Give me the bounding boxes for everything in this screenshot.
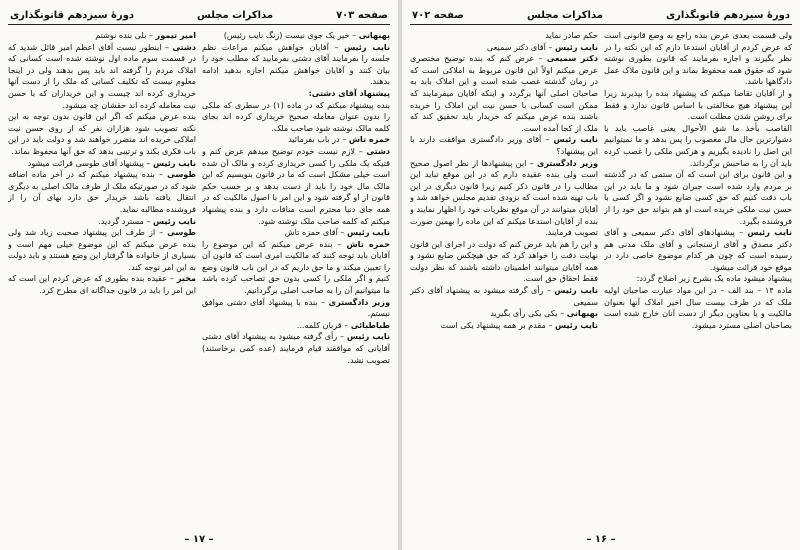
transcript-paragraph: [410, 158, 598, 239]
transcript-paragraph: [8, 273, 196, 296]
left-page: [0, 0, 398, 550]
speech-text: و این قانون برای این است که آن ستمی که در گذشته بر مردم وارد شده است جبران شود و ما باید در این باب دقت کنیم که حق کسی ضایع نشود و اگر کسی با حسن نیت ملکی خریده است او هم بتواند حق خود را از فروشنده بگیرد.: [604, 169, 792, 226]
speech-text: – بنده با پیشنهاد آقای دشتی موافق نیستم.: [202, 296, 390, 319]
transcript-paragraph: [604, 285, 792, 331]
transcript-paragraph: [8, 111, 196, 157]
transcript-paragraph: [410, 239, 598, 285]
transcript-paragraph: [202, 100, 390, 135]
transcript-paragraph: [202, 239, 390, 297]
speaker-name: وزیر دادگستری: [328, 296, 390, 307]
speaker-name: دشتی: [366, 145, 390, 156]
right-page-columns: [410, 30, 792, 518]
speech-text: القاصب بأخذ ما شق الأحوال یعنی غاصب باید با دشوارترین حال مال مغصوب را پس بدهد و ما نمیتوانیم این اصل را نادیده بگیریم و هرکس ملکی را غصب کرده باید آن را به صاحبش برگرداند.: [604, 122, 792, 168]
speech-text: – از طرف این پیشنهاد صحبت زیاد شد ولی بنده عرض میکنم که این موضوع خیلی مهم است و بسیاری از خانواده ها گرفتار این وضع هستند و باید دولت به این امر توجه کند.: [8, 227, 196, 272]
speaker-name: طوسی: [167, 227, 196, 238]
speech-text: – یکی یکی رأی بگیرید: [490, 308, 565, 319]
transcript-paragraph: [410, 53, 598, 134]
speech-text: – پیشنهادهای آقای دکتر سمیعی و آقای دکتر مصدق و آقای ارسنجانی و آقای ملک مدنی هم رسیده است که چون هر کدام موضوع خاصی دارد در موقع خود قرائت میشود.: [604, 227, 792, 272]
speech-text: – پیشنهاد آقای طوسی قرائت میشود: [27, 157, 151, 168]
transcript-paragraph: [202, 227, 390, 239]
speaker-name: نایب رئیس: [347, 227, 390, 238]
speaker-name: دکتر سمیعی: [546, 53, 598, 64]
speech-text: – مسترد گردید.: [98, 215, 151, 226]
speaker-name: نایب رئیس: [747, 227, 792, 238]
speech-text: – رأی گرفته میشود به پیشنهاد آقای دکتر سمیعی: [410, 285, 598, 307]
speaker-name: مخبر: [176, 273, 196, 284]
transcript-paragraph: [202, 331, 390, 366]
speaker-name: نایب رئیس: [153, 157, 196, 168]
speech-text: – عرض کنم که بنده توضیح مختصری عرض میکنم اولاً این قانون مربوط به املاکی است که در زمان گذشته غصب شده است و این املاک باید به صاحبان اصلی آنها برگردد و اینکه آقایان میفرمایند که ممکن است کسانی با حسن نیت این املاک را خریده باشند بنده عرض میکنم که خریدار باید تحقیق کند که ملک از کجا آمده است.: [410, 53, 598, 133]
speech-text: پیشنهاد میشود ماده یک بشرح زیر اصلاح گردد:: [636, 273, 792, 284]
transcript-paragraph: [604, 123, 792, 169]
right-page-number-label: صفحه ۷۰۲: [412, 9, 464, 21]
speaker-name: نایب رئیس: [554, 285, 598, 296]
speaker-name: نایب رئیس: [553, 134, 598, 145]
speaker-name: بهبهانی: [566, 308, 598, 319]
transcript-paragraph: [410, 134, 598, 157]
left-page-footer-number: – ۱۷ –: [184, 534, 214, 545]
transcript-paragraph: [604, 227, 792, 273]
transcript-paragraph: [8, 216, 196, 228]
speech-text: – قربان کلمه...: [296, 319, 349, 330]
speaker-name: نایب رئیس: [344, 41, 390, 52]
transcript-paragraph: [202, 30, 390, 42]
transcript-paragraph: [8, 42, 196, 112]
speaker-name: نایب رئیس: [346, 331, 390, 342]
right-page-right-column: [604, 30, 792, 518]
speech-text: ولی قسمت بعدی عرض بنده راجع به وضع قانونی است که عرض کردم از آقایان استدعا دارم که این نکته را در نظر بگیرند و اجازه بفرمایند که قانون بطوری نوشته شود که حقوق همه محفوظ بماند و این قانون ملاک عمل دادگاهها باشد.: [604, 30, 792, 87]
right-page-footer-number: – ۱۶ –: [586, 534, 616, 545]
transcript-paragraph: [202, 42, 390, 88]
speech-text: – در باب بفرمائید: [288, 134, 347, 145]
left-page-header: [8, 6, 390, 25]
speaker-name: بهبهانی: [358, 30, 390, 40]
speech-text: – خیر یک جوی نیست (زنگ نایب رئیس): [223, 30, 357, 40]
transcript-paragraph: [8, 169, 196, 215]
speech-text: بنده عرض میکنم که اگر این قانون بدون توجه به این نکته تصویب شود هزاران نفر که از روی حسن نیت املاکی خریده اند متضرر خواهند شد و دولت باید در این باب فکری بکند و ترتیبی بدهد که حق آنها محفوظ بماند.: [8, 111, 196, 156]
speech-text: بنده پیشنهاد میکنم که در ماده (۱) در سطری که ملکی را بدون عنوان معامله صحیح خریداری کرده اند بجای کلمه مالک نوشته شود صاحب ملک.: [202, 99, 390, 133]
speaker-name: طباطبائی: [350, 319, 390, 330]
transcript-paragraph: [604, 169, 792, 227]
transcript-paragraph: [604, 273, 792, 285]
transcript-paragraph: [410, 320, 598, 332]
speech-text: حکم صادر نماید: [545, 30, 598, 40]
transcript-paragraph: [202, 297, 390, 320]
left-page-right-column: [202, 30, 390, 518]
right-header-title: مذاکرات مجلس: [526, 9, 603, 21]
transcript-paragraph: [202, 146, 390, 227]
speech-text: – این پیشنهادها از نظر اصول صحیح است ولی بنده عقیده دارم که در این موقع نباید این مطالب را در قانون ذکر کنیم زیرا قانون دیگری در این باب تهیه شده است که بزودی تقدیم مجلس خواهد شد و آقایان میتوانند در آن موقع نظریات خود را اظهار نمایند و بنده از آقایان استدعا میکنم که این ماده را بهمین صورت تصویب فرمایند.: [410, 157, 598, 238]
speech-text: و از آقایان تقاضا میکنم که پیشنهاد بنده را بپذیرند زیرا این پیشنهاد هیچ مخالفتی با اساس قانون ندارد و فقط برای روشن شدن مطلب است.: [604, 87, 792, 122]
speech-text: – آقای حمزه تاش: [284, 227, 345, 238]
speech-text: – عقیده بنده بطوری که عرض کردم این است که این امر را باید در قانون جداگانه ای مطرح کرد.: [8, 273, 196, 296]
speech-text: – آقای وزیر دادگستری موافقت دارند با این پیشنهاد؟: [410, 134, 598, 156]
transcript-paragraph: [410, 308, 598, 320]
right-page: [402, 0, 800, 550]
transcript-paragraph: [202, 320, 390, 332]
speaker-name: حمزه تاش: [348, 134, 390, 145]
transcript-paragraph: [8, 227, 196, 273]
speech-text: – رأی گرفته میشود به پیشنهاد آقای دشتی آقایانی که موافقند قیام فرمایند (عده کمی برخاستند) تصویب نشد.: [202, 331, 390, 365]
speech-text: – بلی بنده نوشتم: [95, 30, 153, 40]
left-header-title: مذاکرات مجلس: [197, 9, 274, 21]
transcript-paragraph: [202, 88, 390, 100]
speaker-name: نایب رئیس: [555, 319, 598, 330]
left-header-session: دورهٔ سیزدهم قانونگذاری: [10, 9, 135, 21]
speech-text: – لازم نیست خودم توضیح میدهم عرض کنم و قتیکه یک ملکی را کسی خریداری کرده و مالک آن شده است خیلی مشکل است که ما در قانون بنویسیم که این مالک مال خود را باید از دست بدهد و بر حسب حکم قانون از او گرفته شود و این امر با اصول مالکیت که در همه جای دنیا محترم است منافات دارد و بنده پیشنهاد میکنم که کلمه صاحب ملک نوشته شود.: [202, 145, 390, 226]
speech-text: – آقایان خواهش میکنم مراعات نظم جلسه را بفرمایند آقای دشتی بفرمایید که مطلب خود را بیان کنند و آقایان خواهش میکنم اجازه بدهید ادامه بدهند.: [202, 41, 390, 87]
transcript-paragraph: [8, 30, 196, 42]
left-page-number-label: صفحه ۷۰۳: [336, 9, 388, 21]
transcript-paragraph: [410, 30, 598, 42]
speaker-name: نایب رئیس: [555, 41, 598, 52]
speaker-name: وزیر دادگستری: [536, 157, 598, 168]
transcript-paragraph: [604, 30, 792, 88]
speaker-name: پیشنهاد آقای دشتی:: [308, 87, 390, 98]
left-page-left-column: [8, 30, 196, 518]
right-page-left-column: [410, 30, 598, 518]
speech-text: – اینطور نیست آقای اعظم امیر قائل شدید که در قسمت سوم ماده اول نوشته شده است کسانی که املاک مردم را گرفته اند باید پس بدهند ولی در اینجا معلوم نیست که تکلیف کسانی که ملک را از دست آنها خریداری کرده اند چیست و این خریداران که با حسن نیت معامله کرده اند حقشان چه میشود.: [8, 41, 196, 110]
speech-text: ماده ۱۴ – بند الف – در این مواد عبارت صاحبان اولیه ملک که در ظرف بیست سال اخیر املاک آنها بعنوان مالکیت و یا بعناوین دیگر از دست آنان خارج شده است بصاحبان اصلی مسترد میشود.: [604, 285, 792, 330]
left-page-columns: [8, 30, 390, 518]
transcript-paragraph: [202, 134, 390, 146]
transcript-paragraph: [604, 88, 792, 123]
transcript-paragraph: [8, 158, 196, 170]
speech-text: – مقدم بر همه پیشنهاد یکی است: [440, 319, 553, 330]
speaker-name: امیر تیمور: [155, 30, 196, 40]
speaker-name: حمزه تاش: [346, 238, 390, 249]
speech-text: و این را هم باید عرض کنم که دولت در اجرای این قانون نهایت دقت را خواهد کرد که حق هیچکس ضایع نشود و همه آقایان میتوانند اطمینان داشته باشند که نظر دولت فقط احقاق حق است.: [410, 238, 598, 284]
speech-text: – آقای دکتر سمیعی: [486, 41, 553, 52]
speaker-name: دشتی: [172, 41, 196, 52]
transcript-paragraph: [410, 42, 598, 54]
speaker-name: طوسی: [167, 169, 196, 180]
right-header-session: دورهٔ سیزدهم قانونگذاری: [665, 9, 790, 21]
speech-text: – بنده پیشنهاد میکنم که در آخر ماده اضافه شود که در صورتیکه ملک از طرف مالک اصلی به دیگری انتقال یافته باشد خریدار حق دارد بهای آن را از فروشنده مطالبه نماید.: [8, 169, 196, 214]
right-page-header: [410, 6, 792, 25]
transcript-paragraph: [410, 285, 598, 308]
speech-text: – بنده عرض میکنم که این موضوع را آقایان باید توجه کنند که مالکیت امری است که قانون آن را تعیین میکند و ما حق داریم که در این باب قانون وضع کنیم و اگر ملکی را کسی بدون حق تصاحب کرده باشد ما میتوانیم آن را به صاحب اصلی برگردانیم.: [202, 238, 390, 296]
speaker-name: نایب رئیس: [153, 215, 196, 226]
